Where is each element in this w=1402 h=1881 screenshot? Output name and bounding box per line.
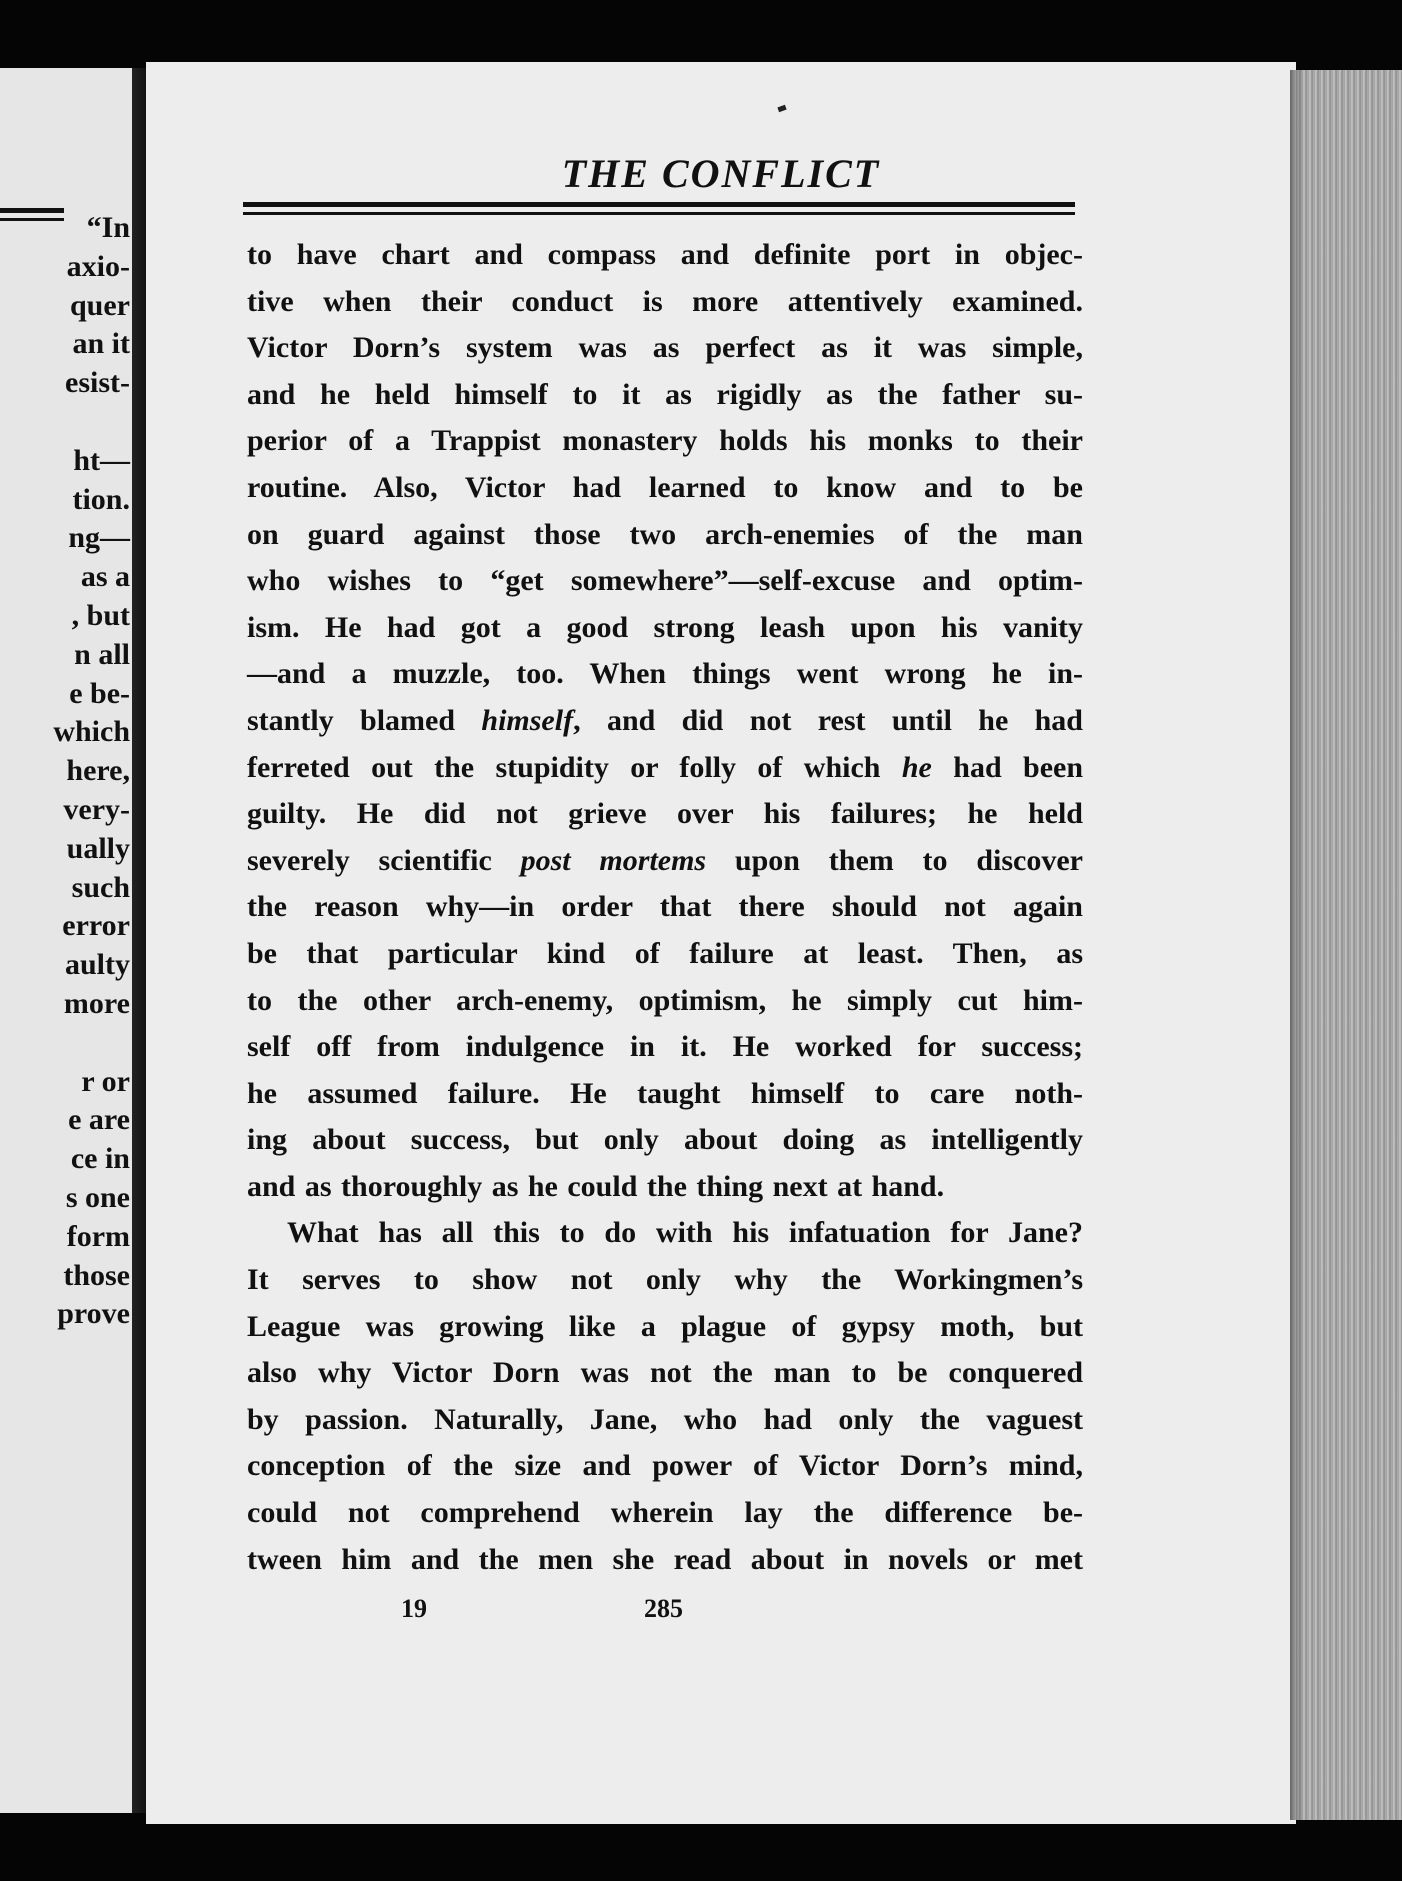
- emphasis: post mortems: [520, 843, 707, 877]
- page-edges: [1290, 70, 1402, 1820]
- text-line: ism. He had got a good strong leash upon his vanity: [247, 610, 1083, 644]
- left-page-line: here,: [66, 754, 130, 788]
- left-page-line: ually: [66, 831, 130, 865]
- emphasis: he: [880, 750, 954, 784]
- body-text: [247, 232, 1083, 1583]
- left-page-line: aulty: [64, 948, 130, 982]
- left-page-line: an it: [72, 327, 130, 361]
- left-page-line: more: [63, 987, 130, 1020]
- text-line: Victor Dorn’s system was as perfect as it was simple,: [247, 331, 1083, 365]
- left-page-line: e be-: [69, 676, 130, 710]
- right-page: [146, 62, 1296, 1824]
- text-line: League was growing like a plague of gypsy moth, but: [247, 1309, 1083, 1343]
- text-line: and as thoroughly as he could the thing next at hand.: [247, 1169, 945, 1203]
- page-number: 285: [644, 1594, 683, 1623]
- left-page-line: “In: [86, 211, 130, 244]
- paragraph: [247, 1210, 1083, 1583]
- left-page-line: , but: [71, 599, 130, 632]
- text-line: tive when their conduct is more attentively examined.: [247, 284, 1083, 318]
- text-line: tween him and the men she read about in novels or met: [247, 1542, 1083, 1576]
- text-line: the reason why—in order that there should not again: [247, 890, 1083, 924]
- text-line: ing about success, but only about doing as intelligently: [247, 1123, 1083, 1157]
- text-line: on guard against those two arch-enemies of the man: [247, 517, 1083, 551]
- left-header-rule: [0, 208, 64, 213]
- left-page-line: error: [62, 909, 130, 943]
- text-line: conception of the size and power of Victor Dorn’s mind,: [247, 1449, 1083, 1483]
- left-page-line: ht—: [73, 443, 130, 477]
- text-line: severely scientific post mortems upon them to discover: [247, 843, 1083, 877]
- left-page-line: ng—: [68, 521, 130, 555]
- left-page-line: prove: [57, 1297, 130, 1331]
- text-line: self off from indulgence in it. He worked for success;: [247, 1030, 1083, 1064]
- left-page-line: esist-: [65, 366, 130, 400]
- left-page-line: n all: [74, 637, 130, 671]
- text-line: who wishes to “get somewhere”—self-excuse and optim-: [247, 564, 1083, 598]
- left-page-line: which: [53, 715, 130, 749]
- text-line: guilty. He did not grieve over his failures; he held: [247, 797, 1083, 831]
- text-line: to have chart and compass and definite port in objec-: [247, 238, 1083, 271]
- page-edge-shadow: [1290, 70, 1304, 1820]
- left-page-line: r or: [81, 1064, 130, 1098]
- text-line: What has all this to do with his infatuation for Jane?: [287, 1216, 1083, 1250]
- text-line: and he held himself to it as rigidly as the father su-: [247, 377, 1083, 411]
- emphasis: himself: [481, 703, 574, 737]
- text-line: could not comprehend wherein lay the difference be-: [247, 1496, 1083, 1530]
- header-rule-thin: [243, 212, 1075, 215]
- left-header-rule-thin: [0, 218, 64, 221]
- text-line: routine. Also, Victor had learned to know and to be: [247, 470, 1083, 504]
- left-page-line: tion.: [72, 482, 130, 516]
- left-page-line: form: [66, 1219, 130, 1253]
- text-line: be that particular kind of failure at least. Then, as: [247, 936, 1083, 970]
- header-rule-thick: [243, 202, 1075, 207]
- text-line: —and a muzzle, too. When things went wrong he in-: [247, 657, 1083, 691]
- text-line: stantly blamed himself, and did not rest until he had: [247, 703, 1083, 737]
- running-head: THE CONFLICT: [561, 151, 881, 196]
- ink-speck: [777, 105, 786, 112]
- text-line: to the other arch-enemy, optimism, he simply cut him-: [247, 983, 1083, 1017]
- text-line: perior of a Trappist monastery holds his monks to their: [247, 424, 1083, 458]
- left-page-line: s one: [65, 1181, 130, 1214]
- left-page-line: ce in: [70, 1142, 130, 1176]
- left-page-line: very-: [63, 793, 130, 826]
- left-page-line: axio-: [66, 249, 130, 283]
- text-line: he assumed failure. He taught himself to care noth-: [247, 1076, 1083, 1110]
- text-line: also why Victor Dorn was not the man to be conquered: [247, 1356, 1083, 1390]
- left-page-line: e are: [68, 1103, 130, 1137]
- left-facing-page: [0, 68, 132, 1813]
- left-page-line: quer: [70, 288, 130, 322]
- text-line: It serves to show not only why the Workingmen’s: [247, 1263, 1083, 1297]
- paragraph: [247, 232, 1083, 1210]
- left-page-line: as a: [80, 560, 130, 594]
- signature-mark: 19: [401, 1594, 427, 1623]
- left-page-line: those: [63, 1258, 130, 1292]
- text-line: by passion. Naturally, Jane, who had only the vaguest: [247, 1402, 1083, 1436]
- text-line: ferreted out the stupidity or folly of which he had been: [247, 750, 1084, 784]
- left-page-line: such: [71, 870, 130, 904]
